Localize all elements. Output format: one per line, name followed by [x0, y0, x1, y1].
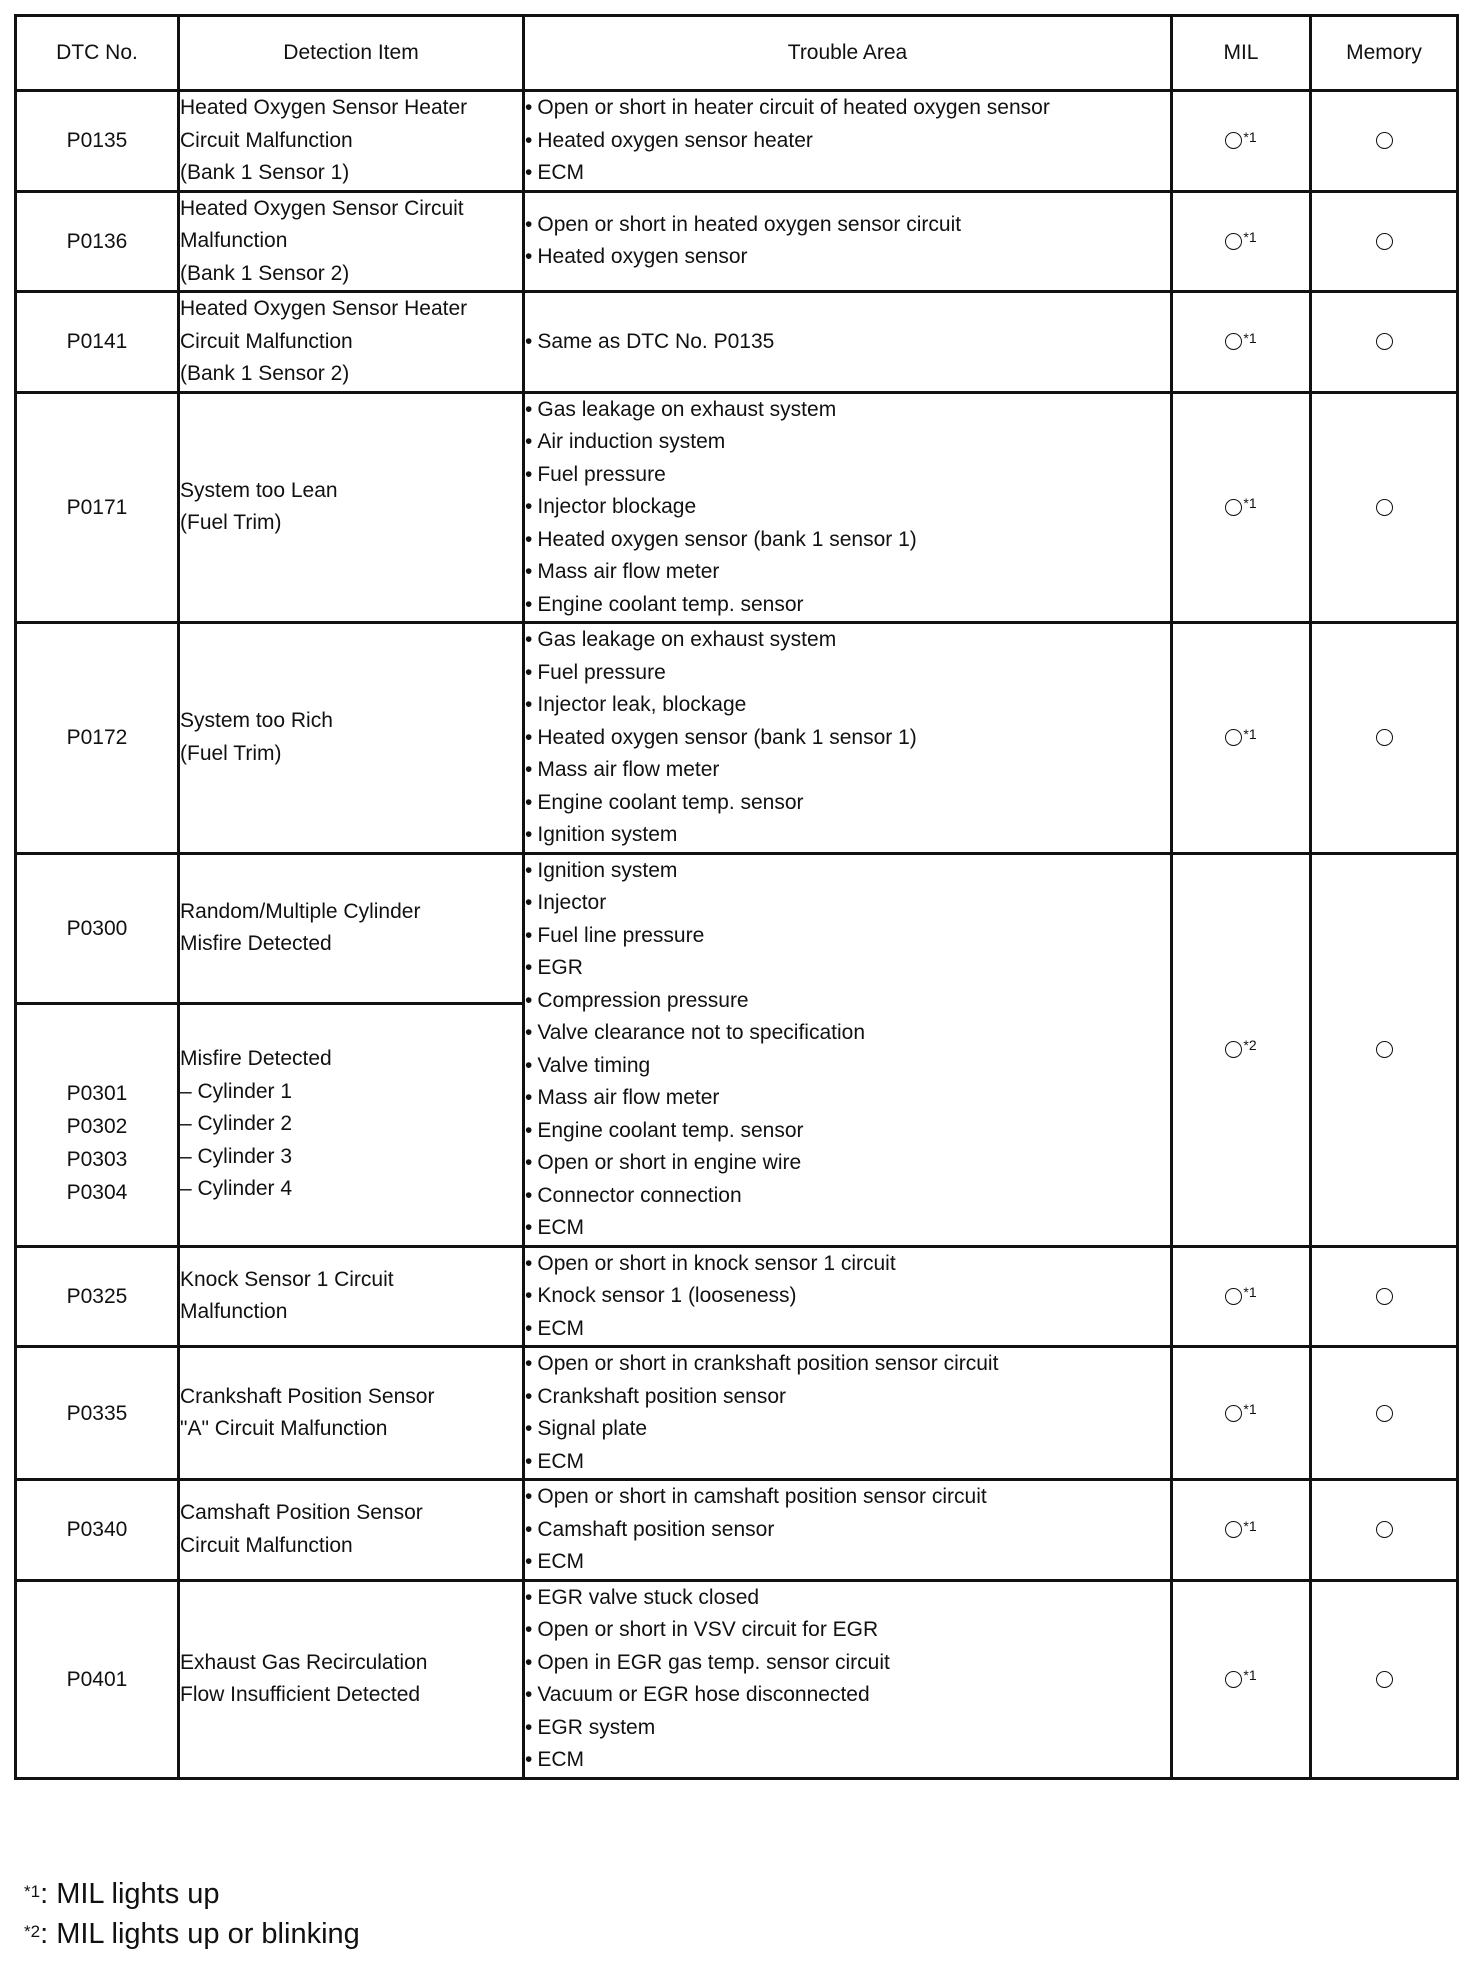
detection-item-line: – Cylinder 2: [180, 1112, 293, 1136]
trouble-area-item: • Knock sensor 1 (looseness): [525, 1280, 1170, 1313]
detection-item-line: Circuit Malfunction: [180, 1533, 353, 1557]
trouble-area-item: • Air induction system: [525, 426, 1170, 459]
footnote-mark: *1: [24, 1882, 41, 1901]
trouble-area-cell: [524, 392, 1172, 623]
trouble-area-item: • Injector blockage: [525, 491, 1170, 524]
mil-cell: [1172, 623, 1311, 854]
dtc-code-cell: [16, 1347, 179, 1480]
trouble-area-item: • Engine coolant temp. sensor: [525, 1115, 1170, 1148]
dtc-code: P0141: [66, 330, 128, 354]
table-row: [16, 91, 1458, 192]
trouble-area-item: • Open or short in knock sensor 1 circuit: [525, 1248, 1170, 1281]
header-dtc-no: DTC No.: [16, 16, 179, 91]
dtc-code: P0172: [66, 726, 128, 750]
footnote-2: [24, 1914, 360, 1954]
memory-cell: [1311, 292, 1458, 393]
detection-item-line: – Cylinder 4: [180, 1177, 293, 1201]
dtc-code-cell: [16, 1246, 179, 1347]
trouble-area-item: • Gas leakage on exhaust system: [525, 394, 1170, 427]
trouble-area-item: • Compression pressure: [525, 985, 1170, 1018]
detection-item-line: (Bank 1 Sensor 2): [180, 362, 350, 385]
circle-mark-icon: [1376, 1405, 1393, 1422]
detection-item-cell: [179, 1580, 524, 1778]
trouble-area-item: • Camshaft position sensor: [525, 1514, 1170, 1547]
trouble-area-item: • Engine coolant temp. sensor: [525, 787, 1170, 820]
mil-cell: [1172, 91, 1311, 192]
circle-mark-icon: [1225, 132, 1242, 149]
trouble-area-item: • Fuel line pressure: [525, 920, 1170, 953]
detection-item-cell: [179, 292, 524, 393]
footnote-text: : MIL lights up: [40, 1878, 220, 1910]
memory-cell: [1311, 623, 1458, 854]
detection-item-line: Knock Sensor 1 Circuit: [180, 1267, 394, 1291]
detection-item-line: System too Rich: [180, 709, 333, 733]
footnote-1: [24, 1874, 360, 1914]
dtc-code-cell: [16, 292, 179, 393]
circle-mark-icon: [1225, 1671, 1242, 1688]
circle-mark-icon: [1225, 233, 1242, 250]
trouble-area-item: • Ignition system: [525, 819, 1170, 852]
detection-item-line: Malfunction: [180, 229, 288, 252]
circle-mark-icon: [1376, 1671, 1393, 1688]
trouble-area-item: • Valve timing: [525, 1050, 1170, 1083]
circle-mark-icon: [1225, 499, 1242, 516]
memory-cell: [1311, 1480, 1458, 1581]
trouble-area-item: • Gas leakage on exhaust system: [525, 624, 1170, 657]
header-row: [16, 16, 1458, 91]
dtc-code: P0301: [66, 1081, 128, 1105]
detection-item-line: Heated Oxygen Sensor Circuit: [180, 196, 464, 220]
mil-cell: [1172, 392, 1311, 623]
trouble-area-item: • Injector: [525, 887, 1170, 920]
detection-item-line: Exhaust Gas Recirculation: [180, 1650, 428, 1674]
detection-item-cell: [179, 1480, 524, 1581]
dtc-code: P0335: [66, 1401, 128, 1425]
trouble-area-item: • Open in EGR gas temp. sensor circuit: [525, 1647, 1170, 1680]
detection-item-cell: [179, 1246, 524, 1347]
detection-item-line: System too Lean: [180, 478, 338, 502]
trouble-area-item: • Connector connection: [525, 1180, 1170, 1213]
trouble-area-item: • ECM: [525, 1313, 1170, 1346]
detection-item-cell: [179, 853, 524, 1003]
header-detection-item: Detection Item: [179, 16, 524, 91]
dtc-code: P0136: [66, 229, 128, 253]
dtc-code-cell: [16, 853, 179, 1003]
mil-cell: [1172, 292, 1311, 393]
table-row: [16, 1580, 1458, 1778]
table-row: [16, 1480, 1458, 1581]
detection-item-cell: [179, 1003, 524, 1246]
detection-item-line: (Fuel Trim): [180, 511, 282, 535]
mil-cell: [1172, 1580, 1311, 1778]
mil-note: *1: [1243, 725, 1257, 742]
trouble-area-item: • Vacuum or EGR hose disconnected: [525, 1679, 1170, 1712]
table-body: [16, 91, 1458, 1779]
trouble-area-cell: [524, 853, 1172, 1246]
circle-mark-icon: [1376, 729, 1393, 746]
header-memory: Memory: [1311, 16, 1458, 91]
detection-item-line: (Bank 1 Sensor 1): [180, 161, 350, 184]
detection-item-cell: [179, 623, 524, 854]
mil-cell: [1172, 1480, 1311, 1581]
memory-cell: [1311, 1347, 1458, 1480]
mil-note: *1: [1243, 128, 1257, 145]
dtc-code: P0304: [66, 1180, 128, 1204]
trouble-area-item: • ECM: [525, 1212, 1170, 1245]
dtc-code: P0135: [66, 129, 128, 153]
dtc-code: P0303: [66, 1147, 128, 1171]
dtc-code-cell: [16, 91, 179, 192]
mil-note: *1: [1243, 1400, 1257, 1417]
detection-item-line: Flow Insufficient Detected: [180, 1683, 421, 1706]
dtc-code-cell: [16, 1480, 179, 1581]
table-row: [16, 1347, 1458, 1480]
detection-item-cell: [179, 91, 524, 192]
circle-mark-icon: [1225, 1405, 1242, 1422]
circle-mark-icon: [1225, 333, 1242, 350]
trouble-area-item: • ECM: [525, 1546, 1170, 1579]
trouble-area-item: • Injector leak, blockage: [525, 689, 1170, 722]
dtc-code: P0300: [66, 916, 128, 940]
trouble-area-item: • EGR: [525, 952, 1170, 985]
trouble-area-item: • Open or short in engine wire: [525, 1147, 1170, 1180]
footnote-text: : MIL lights up or blinking: [40, 1918, 360, 1950]
mil-note: *2: [1243, 1037, 1257, 1054]
memory-cell: [1311, 392, 1458, 623]
detection-item-line: Camshaft Position Sensor: [180, 1501, 423, 1525]
trouble-area-item: • Mass air flow meter: [525, 754, 1170, 787]
dtc-code: P0171: [66, 495, 128, 519]
dtc-code-cell: [16, 1003, 179, 1246]
mil-note: *1: [1243, 495, 1257, 511]
trouble-area-item: • Heated oxygen sensor (bank 1 sensor 1): [525, 722, 1170, 755]
memory-cell: [1311, 91, 1458, 192]
trouble-area-item: • Signal plate: [525, 1413, 1170, 1446]
trouble-area-item: • EGR valve stuck closed: [525, 1582, 1170, 1615]
dtc-code-cell: [16, 1580, 179, 1778]
table-row: [16, 1246, 1458, 1347]
table-row: [16, 191, 1458, 292]
memory-cell: [1311, 1246, 1458, 1347]
detection-item-line: Crankshaft Position Sensor: [180, 1384, 435, 1408]
trouble-area-cell: [524, 1347, 1172, 1480]
trouble-area-item: • EGR system: [525, 1712, 1170, 1745]
trouble-area-cell: [524, 91, 1172, 192]
trouble-area-cell: [524, 1580, 1172, 1778]
table-row: [16, 292, 1458, 393]
table-row: [16, 623, 1458, 854]
circle-mark-icon: [1376, 132, 1393, 149]
circle-mark-icon: [1376, 233, 1393, 250]
circle-mark-icon: [1225, 1041, 1242, 1058]
dtc-code-cell: [16, 623, 179, 854]
detection-item-line: "A" Circuit Malfunction: [180, 1417, 388, 1440]
trouble-area-item: • Open or short in camshaft position sensor circuit: [525, 1481, 1170, 1514]
detection-item-line: Misfire Detected: [180, 932, 332, 956]
circle-mark-icon: [1376, 1288, 1393, 1305]
trouble-area-item: • ECM: [525, 1744, 1170, 1777]
trouble-area-item: • Heated oxygen sensor heater: [525, 125, 1170, 158]
mil-cell: [1172, 853, 1311, 1246]
dtc-code: P0325: [66, 1284, 128, 1308]
circle-mark-icon: [1225, 729, 1242, 746]
table-row: [16, 392, 1458, 623]
circle-mark-icon: [1225, 1521, 1242, 1538]
trouble-area-cell: [524, 191, 1172, 292]
detection-item-line: Heated Oxygen Sensor Heater: [180, 96, 468, 119]
detection-item-line: Misfire Detected: [180, 1047, 332, 1071]
mil-cell: [1172, 1347, 1311, 1480]
detection-item-line: Circuit Malfunction: [180, 128, 353, 152]
memory-cell: [1311, 1580, 1458, 1778]
dtc-code: P0302: [66, 1114, 128, 1138]
dtc-code-cell: [16, 191, 179, 292]
mil-note: *1: [1243, 1284, 1257, 1300]
detection-item-line: Malfunction: [180, 1300, 288, 1324]
circle-mark-icon: [1376, 1521, 1393, 1538]
dtc-code-cell: [16, 392, 179, 623]
memory-cell: [1311, 191, 1458, 292]
trouble-area-item: • Engine coolant temp. sensor: [525, 589, 1170, 622]
trouble-area-item: • Open or short in heated oxygen sensor circuit: [525, 209, 1170, 242]
trouble-area-cell: [524, 1480, 1172, 1581]
circle-mark-icon: [1376, 333, 1393, 350]
trouble-area-cell: [524, 1246, 1172, 1347]
circle-mark-icon: [1225, 1288, 1242, 1305]
dtc-code: P0401: [66, 1667, 128, 1691]
table-row: [16, 853, 1458, 1003]
detection-item-line: (Fuel Trim): [180, 741, 282, 765]
footnotes: [24, 1874, 360, 1954]
mil-note: *1: [1243, 1517, 1257, 1534]
mil-cell: [1172, 1246, 1311, 1347]
trouble-area-item: • Open or short in crankshaft position sensor circuit: [525, 1348, 1170, 1381]
detection-item-cell: [179, 191, 524, 292]
mil-note: *1: [1243, 229, 1257, 245]
trouble-area-item: • ECM: [525, 1446, 1170, 1479]
trouble-area-item: • Crankshaft position sensor: [525, 1381, 1170, 1414]
trouble-area-item: • Heated oxygen sensor: [525, 241, 1170, 274]
trouble-area-item: • Fuel pressure: [525, 459, 1170, 492]
trouble-area-item: • Valve clearance not to specification: [525, 1017, 1170, 1050]
mil-cell: [1172, 191, 1311, 292]
trouble-area-item: • ECM: [525, 157, 1170, 190]
circle-mark-icon: [1376, 1041, 1393, 1058]
trouble-area-item: • Mass air flow meter: [525, 556, 1170, 589]
header-mil: MIL: [1172, 16, 1311, 91]
trouble-area-item: • Open or short in heater circuit of heated oxygen sensor: [525, 92, 1170, 125]
trouble-area-cell: [524, 623, 1172, 854]
header-trouble-area: Trouble Area: [524, 16, 1172, 91]
trouble-area-item: • Open or short in VSV circuit for EGR: [525, 1614, 1170, 1647]
trouble-area-item: • Heated oxygen sensor (bank 1 sensor 1): [525, 524, 1170, 557]
dtc-code: P0340: [66, 1518, 128, 1542]
detection-item-line: – Cylinder 1: [180, 1079, 293, 1103]
detection-item-line: – Cylinder 3: [180, 1144, 293, 1168]
detection-item-line: Random/Multiple Cylinder: [180, 899, 421, 923]
detection-item-line: Heated Oxygen Sensor Heater: [180, 297, 468, 320]
detection-item-line: (Bank 1 Sensor 2): [180, 261, 350, 285]
mil-note: *1: [1243, 1666, 1257, 1683]
detection-item-cell: [179, 1347, 524, 1480]
dtc-table: [14, 14, 1459, 1780]
detection-item-line: Circuit Malfunction: [180, 329, 353, 353]
trouble-area-item: • Mass air flow meter: [525, 1082, 1170, 1115]
footnote-mark: *2: [24, 1922, 41, 1941]
trouble-area-item: • Ignition system: [525, 855, 1170, 888]
trouble-area-item: • Fuel pressure: [525, 657, 1170, 690]
detection-item-cell: [179, 392, 524, 623]
mil-note: *1: [1243, 329, 1257, 346]
trouble-area-item: • Same as DTC No. P0135: [525, 326, 1170, 359]
memory-cell: [1311, 853, 1458, 1246]
trouble-area-cell: [524, 292, 1172, 393]
circle-mark-icon: [1376, 499, 1393, 516]
